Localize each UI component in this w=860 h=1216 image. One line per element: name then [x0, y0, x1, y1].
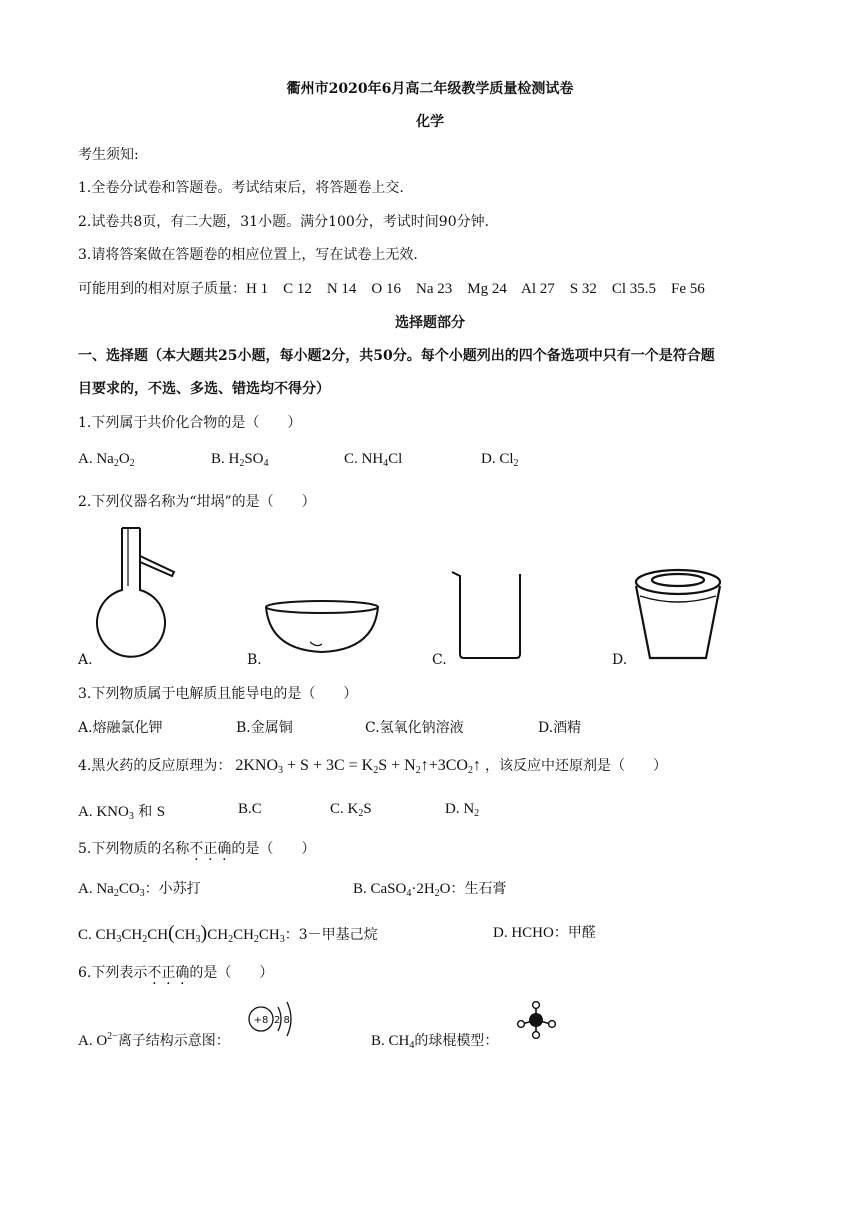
q6-stem [78, 962, 273, 982]
q2-option-a: A. [78, 652, 93, 668]
methane-ball-stick-model [516, 1000, 558, 1040]
q5-stem-prefix: 5.下列物质的名称 [78, 841, 190, 857]
q5-option-d: D. HCHO：甲醛 [493, 925, 596, 941]
q6-option-a-text: 离子结构示意图： [117, 1033, 230, 1049]
q3-option-a: A.熔融氯化钾 [78, 720, 163, 736]
q1-option-a: A. $Na_2O_2$ [78, 451, 135, 469]
q2-option-d: D. [612, 652, 628, 668]
q5-emphasis-2: 正 [203, 841, 218, 857]
flask-illustration [88, 522, 188, 664]
atomic-masses-label: 可能用到的相对原子质量： [78, 281, 246, 297]
q6-emphasis-3: 确 [175, 965, 190, 981]
atomic-masses-values: H 1 C 12 N 14 O 16 Na 23 Mg 24 Al 27 S 32 Cl 35.5 Fe 56 [246, 281, 705, 297]
q5-option-b-name: ：生石膏 [450, 881, 507, 897]
section-instruction-1: 一、选择题（本大题共25小题，每小题2分，共50分。每个小题列出的四个备选项中只有一个是符合题 [78, 348, 715, 364]
q5-option-c: C. $CH_3CH_2CH(CH_3)CH_2CH_2CH_3$：3－甲基己烷 [78, 922, 378, 945]
notice-item-2: 2.试卷共8页，有二大题，31小题。满分100分，考试时间90分钟. [78, 214, 490, 230]
ion-nucleus-charge: +8 [253, 1015, 269, 1026]
q6-stem-prefix: 6.下列表示 [78, 965, 148, 981]
section-instruction-2: 目要求的，不选、多选、错选均不得分） [78, 381, 330, 397]
q3-stem: 3.下列物质属于电解质且能导电的是（ ） [78, 686, 358, 702]
evaporating-dish-illustration [262, 598, 382, 660]
q6-stem-suffix: 的是（ ） [189, 965, 274, 981]
q5-option-c-name: ：3－甲基己烷 [284, 927, 378, 943]
notice-heading: 考生须知: [78, 147, 139, 163]
q2-option-b: B. [247, 652, 262, 668]
q4-equation: $2KNO_3 + S + 3C = K_2S$ + $N_2↑+3CO_2↑$ [235, 757, 481, 776]
q5-option-d-name: ：甲醛 [553, 925, 596, 941]
q4-stem-prefix: 4.黑火药的反应原理为： [78, 758, 232, 774]
q3-option-c: C.氢氧化钠溶液 [365, 720, 464, 736]
q6-option-b: B. $CH_4$的球棍模型： [371, 1033, 499, 1051]
q5-emphasis-1: 不 [189, 841, 204, 857]
subject-title: 化学 [416, 114, 444, 130]
q5-option-a: A. $Na_2CO_3$：小苏打 [78, 881, 201, 899]
q5-option-b: B. $CaSO_4\cdot 2H_2O$：生石膏 [353, 881, 507, 899]
q6-emphasis-2: 正 [161, 965, 176, 981]
crucible-illustration [630, 566, 726, 662]
q1-stem: 1.下列属于共价化合物的是（ ） [78, 415, 302, 431]
ion-shell-electrons: 2 8 [274, 1015, 290, 1026]
q2-option-c: C. [432, 652, 447, 668]
q4-option-b: B.C [238, 801, 262, 817]
q5-emphasis-3: 确 [217, 841, 232, 857]
notice-item-1: 1.全卷分试卷和答题卷。考试结束后，将答题卷上交. [78, 180, 404, 196]
q4-option-d: D. $N_2$ [445, 801, 480, 819]
q4-stem [78, 755, 667, 775]
q6-emphasis-1: 不 [147, 965, 162, 981]
q1-option-c: C. $NH_4Cl$ [344, 451, 403, 469]
q6-option-b-text: 的球棍模型： [414, 1033, 499, 1049]
q5-option-a-name: ：小苏打 [144, 881, 201, 897]
q6-option-a: A. $O^{2-}$离子结构示意图： [78, 1031, 230, 1049]
q1-option-b: B. $H_2SO_4$ [211, 451, 269, 469]
beaker-illustration [450, 570, 530, 662]
section-title: 选择题部分 [395, 315, 465, 331]
q5-stem-suffix: 的是（ ） [231, 841, 316, 857]
q3-option-b: B.金属铜 [236, 720, 293, 736]
q4-stem-suffix: ，该反应中还原剂是（ ） [484, 758, 667, 774]
q4-option-a: A. $KNO_3$ 和 S [78, 804, 166, 822]
notice-item-3: 3.请将答案做在答题卷的相应位置上，写在试卷上无效. [78, 247, 418, 263]
q5-stem [78, 838, 315, 858]
q1-option-d: D. $Cl_2$ [481, 451, 519, 469]
exam-title: 衢州市2020年6月高二年级教学质量检测试卷 [286, 81, 574, 97]
q2-stem: 2.下列仪器名称为“坩埚”的是（ ） [78, 494, 316, 510]
oxygen-ion-structure-diagram [244, 998, 306, 1042]
q3-option-d: D.酒精 [538, 720, 582, 736]
atomic-masses [78, 278, 705, 298]
q4-option-c: C. $K_2S$ [330, 801, 372, 819]
